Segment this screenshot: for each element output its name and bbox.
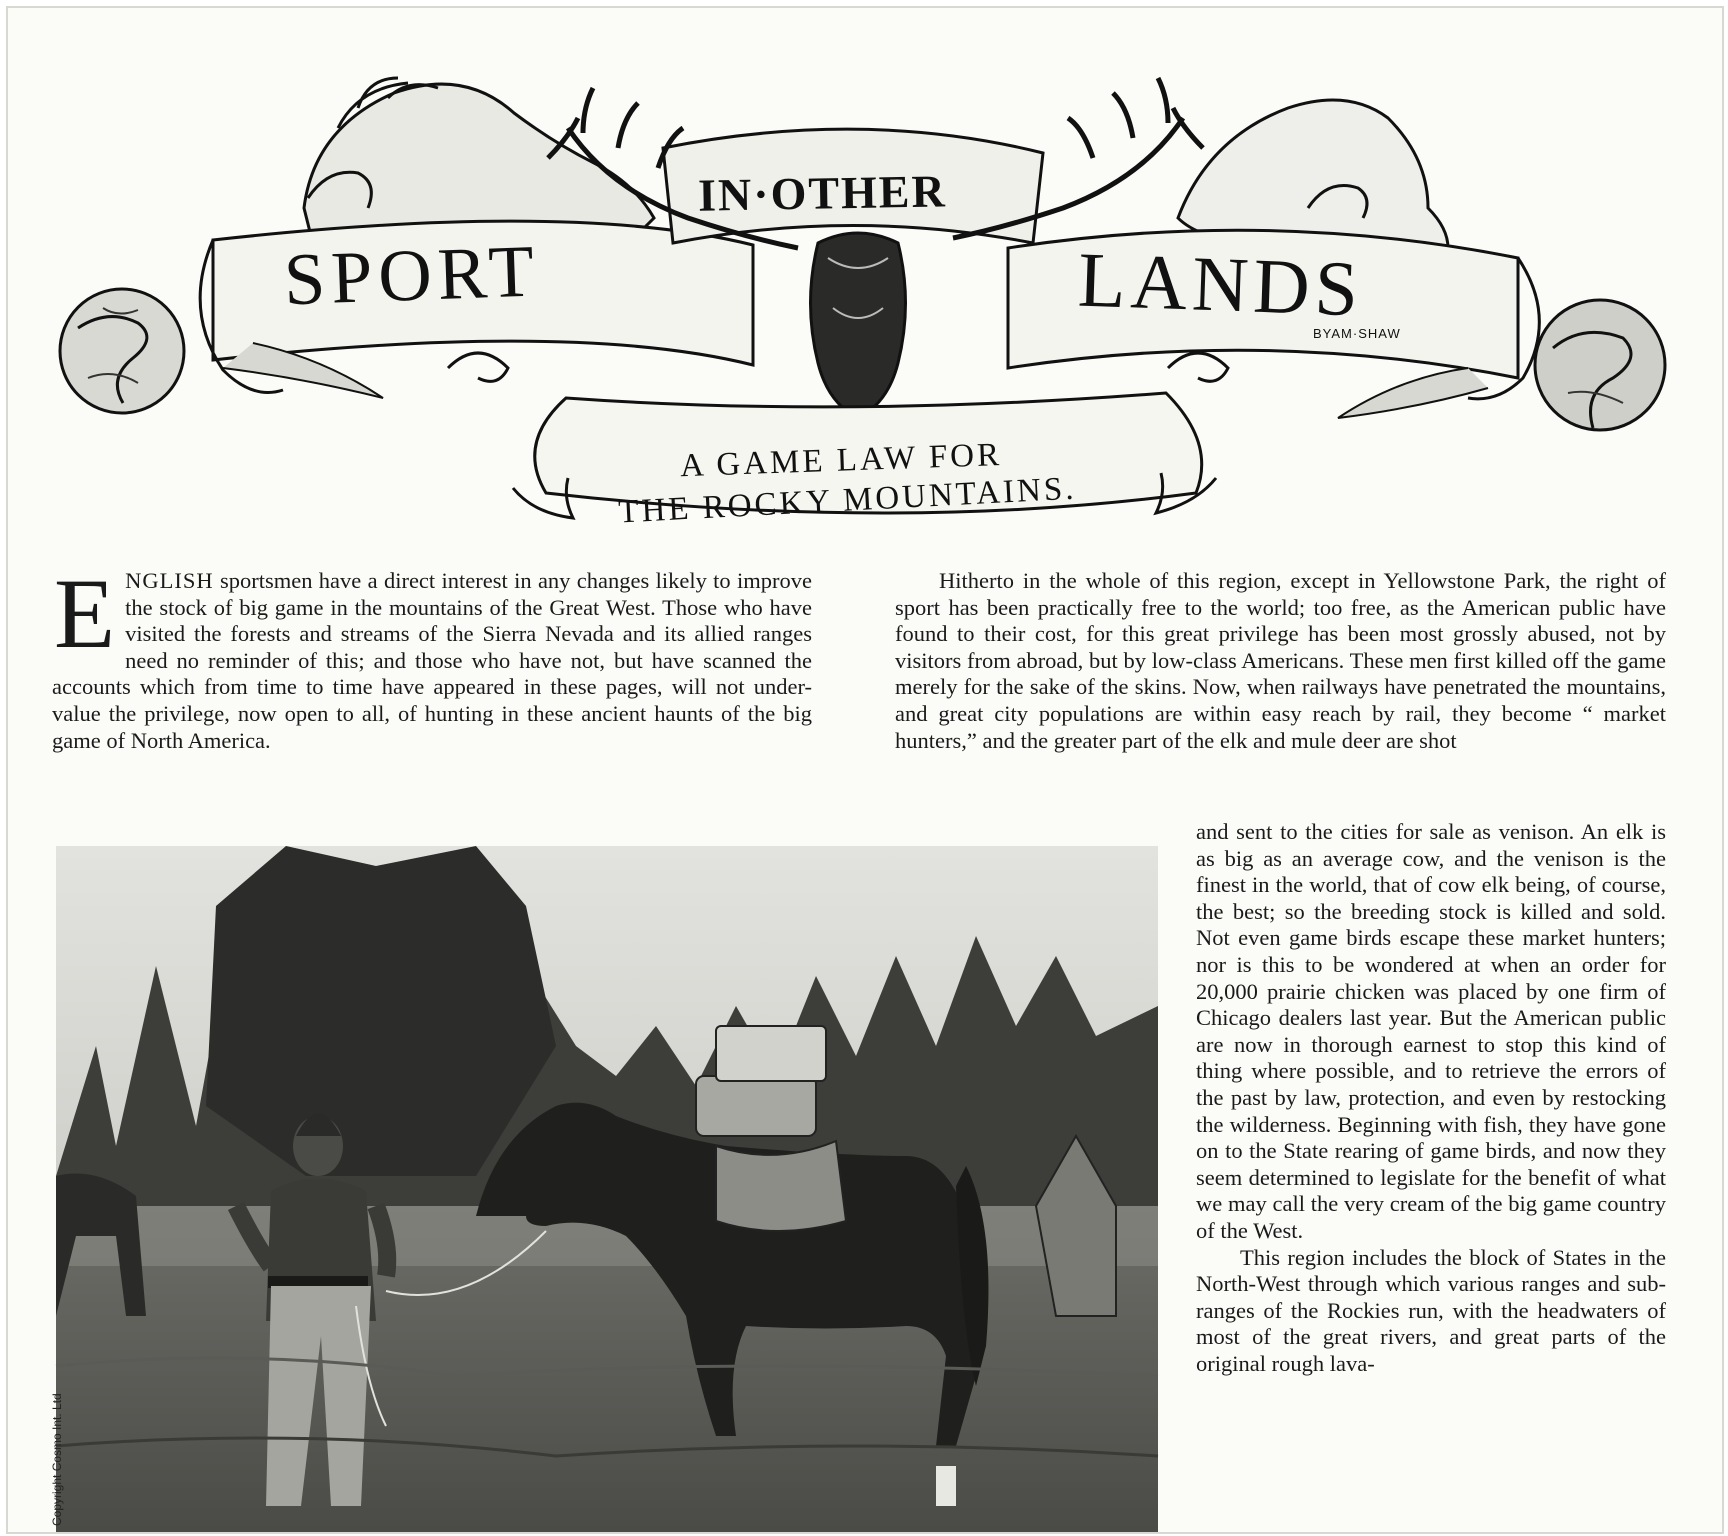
subtitle-line-2: THE ROCKY MOUNTAINS. bbox=[617, 470, 1078, 531]
article-column-right-top bbox=[895, 568, 1666, 754]
left-globe-icon bbox=[60, 289, 184, 413]
right-globe-icon bbox=[1535, 300, 1665, 430]
paragraph-continuation: and sent to the cities for sale as venison. An elk is as big as an average cow, and the venison is the finest in the world, that of cow elk being, of course, the best; so the breeding stock is killed and sold. Not even game birds escape these market hunters; nor is this to be wondered at when an order for 20,000 prairie chicken was placed by one firm of Chicago dealers last year. But the American public are now in thorough earnest to stop this kind of thing where possible, and to retrieve the errors of the past by law, protection, and even by restocking the wilderness. Beginning with fish, they have gone on to the State rearing of game birds, and now they seem determined to legislate for the benefit of what we may call the very cream of the big game country of the West. bbox=[1196, 819, 1666, 1243]
artist-signature: BYAM·SHAW bbox=[1313, 326, 1401, 341]
title-lands: LANDS bbox=[1076, 235, 1365, 333]
paragraph-region: This region includes the block of States in the North-West through which various ranges and sub-ranges of the Rockies run, with the headwaters of most of the great rivers, and great parts of the original rough lava- bbox=[1196, 1244, 1666, 1376]
title-in-other: IN·OTHER bbox=[697, 165, 948, 221]
magazine-page bbox=[6, 6, 1724, 1534]
paragraph-hitherto: Hitherto in the whole of this region, except in Yellowstone Park, the right of sport has been practically free to the world; too free, as the American public have found to their cost, for this great privilege has been most grossly abused, not by visitors from abroad, but by low-class Americans. These men first killed off the game merely for the sake of the skins. Now, when railways have penetrated the mountains, and great city populations are within easy reach by rail, they become “ market hunters,” and the greater part of the elk and mule deer are shot bbox=[895, 568, 1666, 753]
article-column-left bbox=[52, 558, 813, 754]
camp-photograph bbox=[50, 846, 1158, 1532]
intro-paragraph bbox=[52, 558, 813, 754]
lead-word: NGLISH bbox=[125, 568, 214, 593]
subtitle-line-1: A GAME LAW FOR bbox=[679, 436, 1003, 485]
article-column-right-bottom bbox=[1196, 819, 1666, 1377]
copyright-watermark: Copyright Cosmo Int. Ltd bbox=[50, 1393, 64, 1526]
drop-cap: E bbox=[54, 558, 116, 669]
title-sport: SPORT bbox=[282, 230, 542, 322]
header-illustration bbox=[8, 8, 1722, 568]
intro-text: sportsmen have a direct interest in any changes likely to improve the stock of big game in the mountains of the Great West. Those who have visited the forests and streams of the Sierra Nevada and its allied ranges need no reminder of this; and those who have not, but have scanned the accounts which from time to time have appeared in these pages, will not under-value the privilege, now open to all, of hunting in these ancient haunts of the big game of North America. bbox=[52, 568, 813, 753]
cougar-illustration-icon bbox=[1178, 100, 1448, 248]
